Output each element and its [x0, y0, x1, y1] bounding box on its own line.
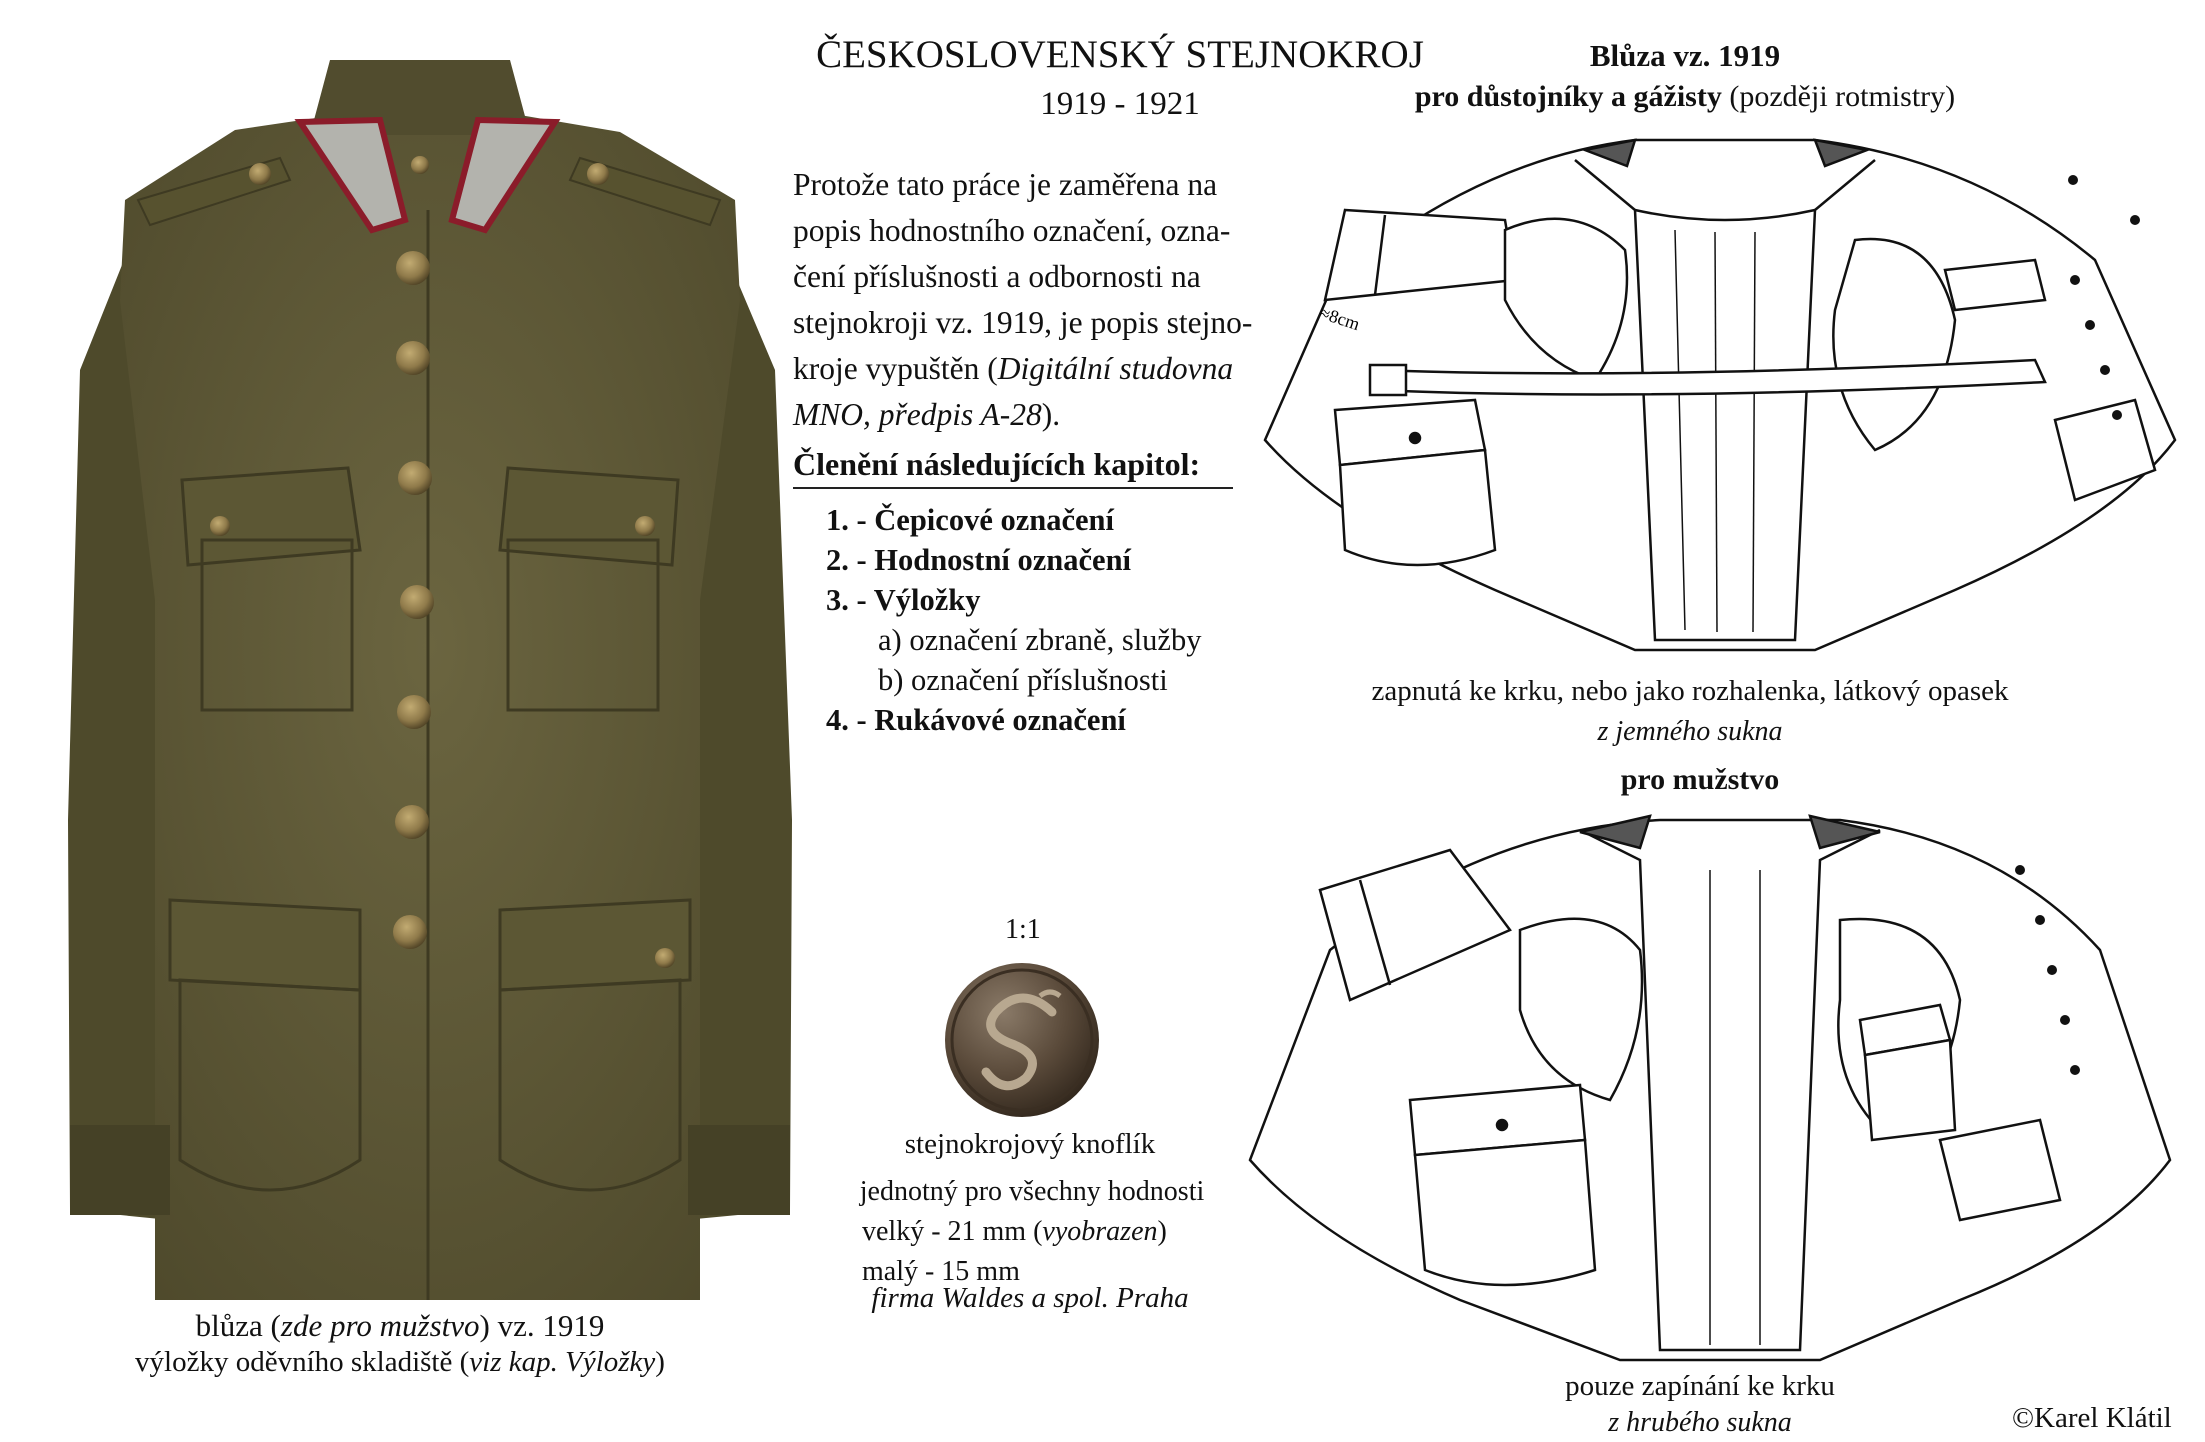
- list-item: 1. - Čepicové označení: [826, 503, 1114, 537]
- list-item: 4. - Rukávové označení: [826, 703, 1126, 737]
- page-years: 1919 - 1921: [1040, 86, 1200, 122]
- list-item: a) označení zbraně, služby: [878, 623, 1202, 657]
- photo-caption-2: výložky oděvního skladiště (viz kap. Výložky): [135, 1346, 665, 1378]
- dimension-text: ≈8cm: [1317, 302, 1363, 335]
- men-caption: pouze zapínání ke krku: [1565, 1370, 1835, 1402]
- officer-drawing-title: Blůza vz. 1919: [1589, 38, 1781, 73]
- jacket-photo: [60, 40, 800, 1300]
- men-caption-material: z hrubého sukna: [1608, 1407, 1792, 1438]
- button-details: jednotný pro všechny hodnosti velký - 21 mm (vyobrazen) malý - 15 mm: [859, 1176, 1205, 1287]
- scale-label: 1:1: [1005, 914, 1041, 945]
- officer-drawing-subtitle: pro důstojníky a gážisty (později rotmistry): [1414, 80, 1956, 113]
- officer-jacket-drawing: [1255, 120, 2185, 660]
- men-drawing-title: pro mužstvo: [1620, 763, 1780, 796]
- dimension-label: [1315, 300, 1375, 340]
- list-item: 3. - Výložky: [826, 583, 981, 617]
- button-firm: firma Waldes a spol. Praha: [871, 1282, 1189, 1314]
- list-item: 2. - Hodnostní označení: [826, 543, 1132, 577]
- men-jacket-drawing: [1240, 800, 2180, 1370]
- copyright: ©Karel Klátil: [2012, 1402, 2172, 1434]
- officer-caption-material: z jemného sukna: [1597, 716, 1783, 747]
- chapters-heading: Členění následujících kapitol:: [793, 446, 1233, 489]
- page-title: ČESKOSLOVENSKÝ STEJNOKROJ: [816, 33, 1424, 76]
- intro-paragraph: Protože tato práce je zaměřena na popis hodnostního označení, ozna- čení příslušnosti a odbornosti na stejnokroji vz. 1919, je popis stejno- kroje vypuštěn (Digitální studovna MNO, předpis A-28).: [793, 167, 1253, 432]
- list-item: b) označení příslušnosti: [878, 663, 1168, 697]
- uniform-button-image: [942, 960, 1102, 1120]
- photo-caption-1: blůza (zde pro mužstvo) vz. 1919: [195, 1308, 605, 1343]
- chapters-list: [826, 500, 1201, 740]
- copyright-icon: ©: [2012, 1402, 2035, 1434]
- button-name: stejnokrojový knoflík: [904, 1128, 1156, 1160]
- officer-caption: zapnutá ke krku, nebo jako rozhalenka, látkový opasek: [1371, 675, 2009, 707]
